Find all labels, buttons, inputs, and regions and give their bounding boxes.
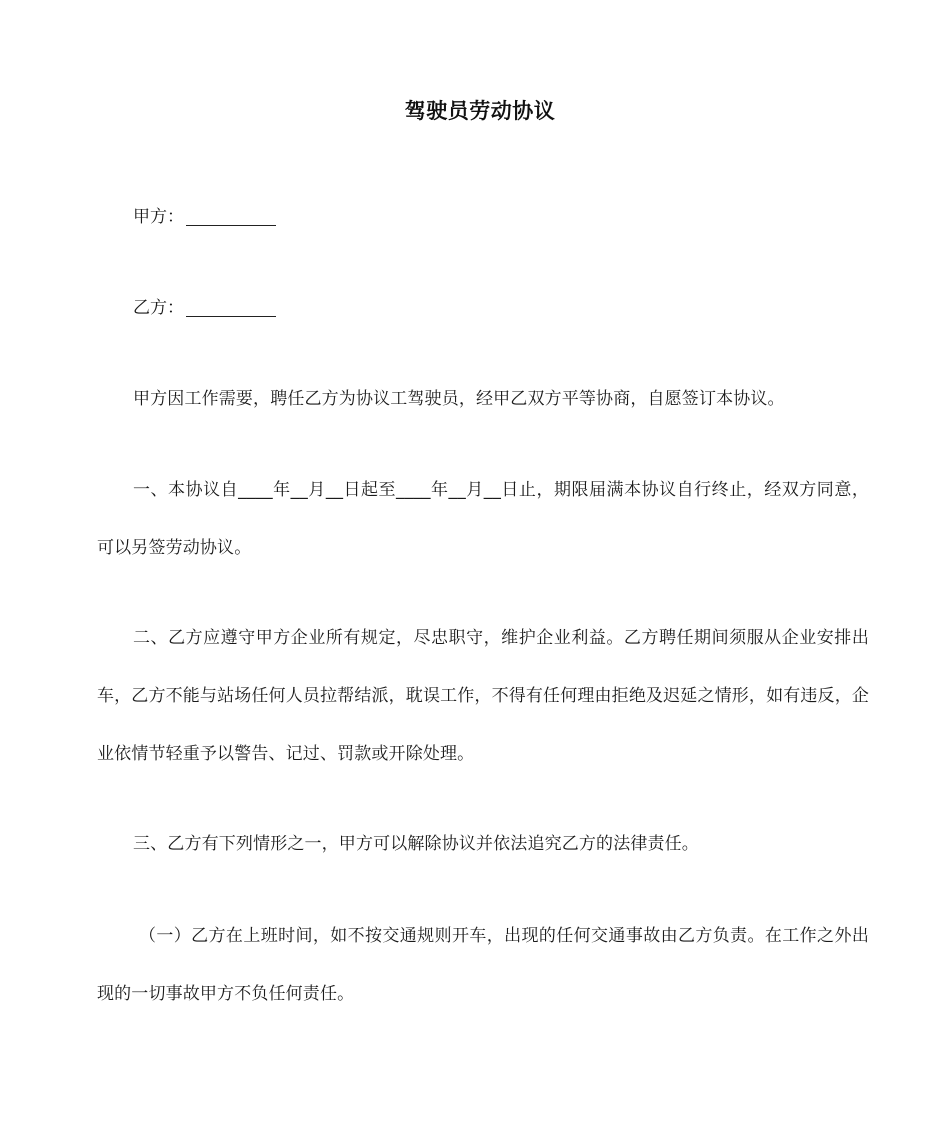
party-a-field: [133, 205, 276, 229]
party-b-blank-line: [186, 315, 276, 317]
paragraph-clause-1: 一、本协议自____年__月__日起至____年__月__日止，期限届满本协议自行终止，经双方同意，可以另签劳动协议。: [97, 480, 869, 558]
document-title: 驾驶员劳动协议: [404, 99, 556, 123]
party-a-blank-line: [186, 224, 276, 226]
paragraph-clause-3: 三、乙方有下列情形之一，甲方可以解除协议并依法追究乙方的法律责任。: [133, 834, 699, 854]
party-b-label: 乙方：: [133, 298, 184, 318]
paragraph-clause-3-item-1: （一）乙方在上班时间，如不按交通规则开车，出现的任何交通事故由乙方负责。在工作之外出现的一切事故甲方不负任何责任。: [97, 926, 869, 1004]
paragraph-intro: 甲方因工作需要，聘任乙方为协议工驾驶员，经甲乙双方平等协商，自愿签订本协议。: [133, 389, 785, 409]
party-b-field: [133, 296, 276, 320]
paragraph-clause-2: 二、乙方应遵守甲方企业所有规定，尽忠职守，维护企业利益。乙方聘任期间须服从企业安排出车，乙方不能与站场任何人员拉帮结派，耽误工作，不得有任何理由拒绝及迟延之情形，如有违反，企业依情节轻重予以警告、记过、罚款或开除处理。: [97, 628, 869, 764]
party-a-label: 甲方：: [133, 207, 184, 227]
